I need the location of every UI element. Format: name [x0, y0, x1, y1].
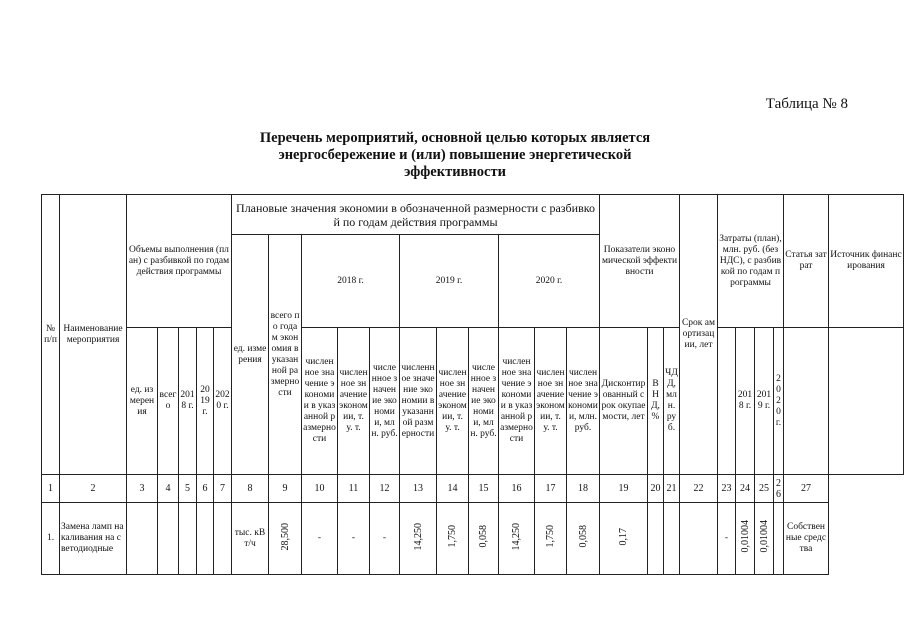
- col-number: 8: [232, 475, 269, 503]
- row-cost-2019-cell: [736, 503, 755, 575]
- row-2018-tut: -: [338, 503, 370, 575]
- header-2018-tut: численное значение экономии, т. у. т.: [338, 328, 370, 475]
- row-cost-2020: 0,01004: [758, 520, 770, 553]
- col-number: 22: [680, 475, 718, 503]
- header-vol-2019: 2019 г.: [197, 328, 214, 475]
- col-number: 2: [60, 475, 127, 503]
- header-dpp: Дисконтированный срок окупаемости, лет: [600, 328, 648, 475]
- header-2018-rub: численное значение экономии, млн. руб.: [370, 328, 400, 475]
- header-cost-blank: [718, 328, 736, 475]
- col-number: 1: [42, 475, 60, 503]
- title-line-1: Перечень мероприятий, основной целью которых является: [259, 130, 651, 146]
- col-number: 18: [567, 475, 600, 503]
- row-2020-tut-cell: [535, 503, 567, 575]
- row-vol-2018: [179, 503, 197, 575]
- row-2020-val: 14,250: [511, 522, 522, 551]
- col-number: 11: [338, 475, 370, 503]
- header-indicators: Показатели экономической эффективности: [600, 195, 680, 328]
- row-2020-val-cell: [499, 503, 535, 575]
- header-total-savings: всего по годам экономия в указанной размерности: [269, 235, 302, 475]
- header-irr: ВНД, %: [648, 328, 664, 475]
- row-2020-tut: 1,750: [545, 525, 556, 548]
- header-volumes: Объемы выполнения (план) с разбивкой по годам действия программы: [127, 195, 232, 328]
- title-line-3: эффективности: [404, 164, 506, 180]
- header-vol-2018: 2018 г.: [179, 328, 197, 475]
- header-cost-item: Статья затрат: [784, 195, 829, 328]
- header-vol-2020: 2020 г.: [214, 328, 232, 475]
- col-number: 13: [400, 475, 437, 503]
- row-dpp: 0,17: [618, 527, 629, 546]
- row-2019-rub: 0,058: [478, 525, 489, 548]
- col-number: 17: [535, 475, 567, 503]
- row-npv: [664, 503, 680, 575]
- col-number: 19: [600, 475, 648, 503]
- header-2019-rub: численное значение экономии, млн. руб.: [469, 328, 499, 475]
- header-2019-tut: численное значение экономии, т. у. т.: [437, 328, 469, 475]
- row-irr: [648, 503, 664, 575]
- row-vol-2020: [214, 503, 232, 575]
- col-number: 15: [469, 475, 499, 503]
- row-2019-tut: 1,750: [447, 525, 458, 548]
- row-vol-unit: [127, 503, 158, 575]
- row-total-cell: [269, 503, 302, 575]
- row-2019-tut-cell: [437, 503, 469, 575]
- row-2018-rub: -: [370, 503, 400, 575]
- row-unit: тыс. кВт/ч: [232, 503, 269, 575]
- col-number: 27: [784, 475, 829, 503]
- header-name: Наименование мероприятия: [60, 195, 127, 475]
- col-number: 14: [437, 475, 469, 503]
- col-number: 16: [499, 475, 535, 503]
- header-unit: ед. измерения: [127, 328, 158, 475]
- row-cost-2019: 0,01004: [739, 520, 751, 553]
- header-cost-2019: 2019 г.: [755, 328, 774, 475]
- header-2019-val: численное значение экономии в указанной размерности: [400, 328, 437, 475]
- header-total: всего: [158, 328, 179, 475]
- col-number: 26: [774, 475, 784, 503]
- col-number: 24: [736, 475, 755, 503]
- row-2019-val: 14,250: [412, 522, 424, 551]
- row-2020-rub: 0,058: [577, 525, 589, 548]
- col-number: 10: [302, 475, 338, 503]
- header-costs: Затраты (план), млн. руб. (без НДС), с разбивкой по годам программы: [718, 195, 784, 328]
- header-2020-tut: численное значение экономии, т. у. т.: [535, 328, 567, 475]
- row-cost-2018: -: [718, 503, 736, 575]
- table-number: Таблица № 8: [765, 96, 848, 112]
- header-unit-2: ед. измерения: [232, 235, 269, 475]
- col-number: 23: [718, 475, 736, 503]
- header-2020: 2020 г.: [499, 235, 600, 328]
- header-2020-val: численное значение экономии в указанной размерности: [499, 328, 535, 475]
- header-2018-val: численное значение экономии в указанной размерности: [302, 328, 338, 475]
- row-2018-val: -: [302, 503, 338, 575]
- header-num: № п/п: [42, 195, 60, 475]
- col-number: 20: [648, 475, 664, 503]
- header-funding-blank: [829, 328, 904, 475]
- header-funding: Источник финансирования: [829, 195, 904, 328]
- header-2019: 2019 г.: [400, 235, 499, 328]
- row-dpp-cell: [600, 503, 648, 575]
- table-row: [42, 503, 904, 575]
- measures-table: [41, 194, 904, 575]
- row-funding: Собственные средства: [784, 503, 829, 575]
- header-cost-item-blank: [784, 328, 829, 475]
- row-2020-rub-cell: [567, 503, 600, 575]
- col-number: 25: [755, 475, 774, 503]
- header-payback: Срок амортизации, лет: [680, 195, 718, 475]
- row-cost-2020-cell: [755, 503, 774, 575]
- header-2018: 2018 г.: [302, 235, 400, 328]
- col-number: 6: [197, 475, 214, 503]
- row-cost-item: [774, 503, 784, 575]
- row-vol-2019: [197, 503, 214, 575]
- row-2019-val-cell: [400, 503, 437, 575]
- col-number: 21: [664, 475, 680, 503]
- row-total: 28,500: [279, 522, 291, 551]
- header-cost-2018: 2018 г.: [736, 328, 755, 475]
- header-plan-values: Плановые значения экономии в обозначенной размерности с разбивкой по годам действия программы: [232, 195, 600, 235]
- col-number: 4: [158, 475, 179, 503]
- col-number: 3: [127, 475, 158, 503]
- row-2019-rub-cell: [469, 503, 499, 575]
- column-number-row: [42, 475, 904, 503]
- header-npv: ЧДД, млн. руб.: [664, 328, 680, 475]
- col-number: 5: [179, 475, 197, 503]
- row-vol-total: [158, 503, 179, 575]
- row-name: Замена ламп накаливания на светодиодные: [60, 503, 127, 575]
- col-number: 7: [214, 475, 232, 503]
- title-line-2: энергосбережение и (или) повышение энергетической: [278, 147, 632, 163]
- header-cost-2020: 2020 г.: [774, 328, 784, 475]
- document-title: [240, 130, 670, 181]
- row-num: 1.: [42, 503, 60, 575]
- header-2020-rub: численное значение экономии, млн. руб.: [567, 328, 600, 475]
- row-payback: [680, 503, 718, 575]
- col-number: 12: [370, 475, 400, 503]
- col-number: 9: [269, 475, 302, 503]
